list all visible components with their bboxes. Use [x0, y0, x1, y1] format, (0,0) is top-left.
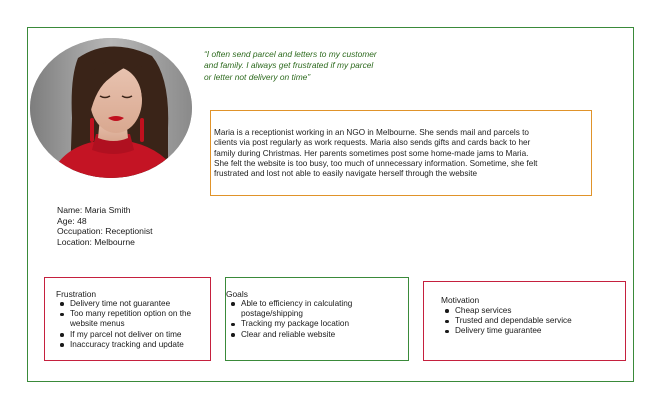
persona-quote: “I often send parcel and letters to my customer and family. I always get frustrated if my parcel or letter not delivery on time” — [204, 49, 377, 82]
list-item: If my parcel not deliver on time — [59, 330, 209, 340]
list-item: Inaccuracy tracking and update — [59, 340, 209, 350]
goals-card — [225, 277, 409, 361]
list-item: Delivery time guarantee — [444, 326, 624, 336]
motivation-title: Motivation — [441, 295, 480, 305]
persona-location: Location: Melbourne — [57, 236, 135, 247]
persona-photo — [30, 38, 192, 178]
persona-name: Name: Maria Smith — [57, 205, 131, 215]
list-item: Cheap services — [444, 306, 624, 316]
list-item: Tracking my package location — [230, 319, 405, 329]
persona-bio: Maria is a receptionist working in an NGO in Melbourne. She sends mail and parcels to clients via post regularly as work requests. Maria also sends gifts and cards back to her family during Christmas. Her parents sometimes post some home-made jams to Maria. She felt the website is too busy, too much of unnecessary information. Sometime, she felt frustrated and lost not able to easily navigate herself through the website — [214, 128, 538, 179]
list-item: Clear and reliable website — [230, 330, 405, 340]
goals-list — [230, 299, 405, 340]
persona-info — [57, 205, 197, 247]
list-item: Able to efficiency in calculating postage/shipping — [230, 299, 405, 319]
frustration-list — [59, 299, 209, 350]
frustration-title: Frustration — [56, 289, 97, 299]
list-item: Delivery time not guarantee — [59, 299, 209, 309]
list-item: Trusted and dependable service — [444, 316, 624, 326]
woman-portrait-icon — [30, 38, 192, 178]
motivation-list — [444, 306, 624, 337]
list-item: Too many repetition option on the website menus — [59, 309, 209, 329]
persona-occupation: Occupation: Receptionist — [57, 226, 153, 236]
motivation-card — [423, 281, 626, 361]
goals-title: Goals — [226, 289, 248, 299]
persona-age: Age: 48 — [57, 215, 87, 226]
frustration-card — [44, 277, 211, 361]
